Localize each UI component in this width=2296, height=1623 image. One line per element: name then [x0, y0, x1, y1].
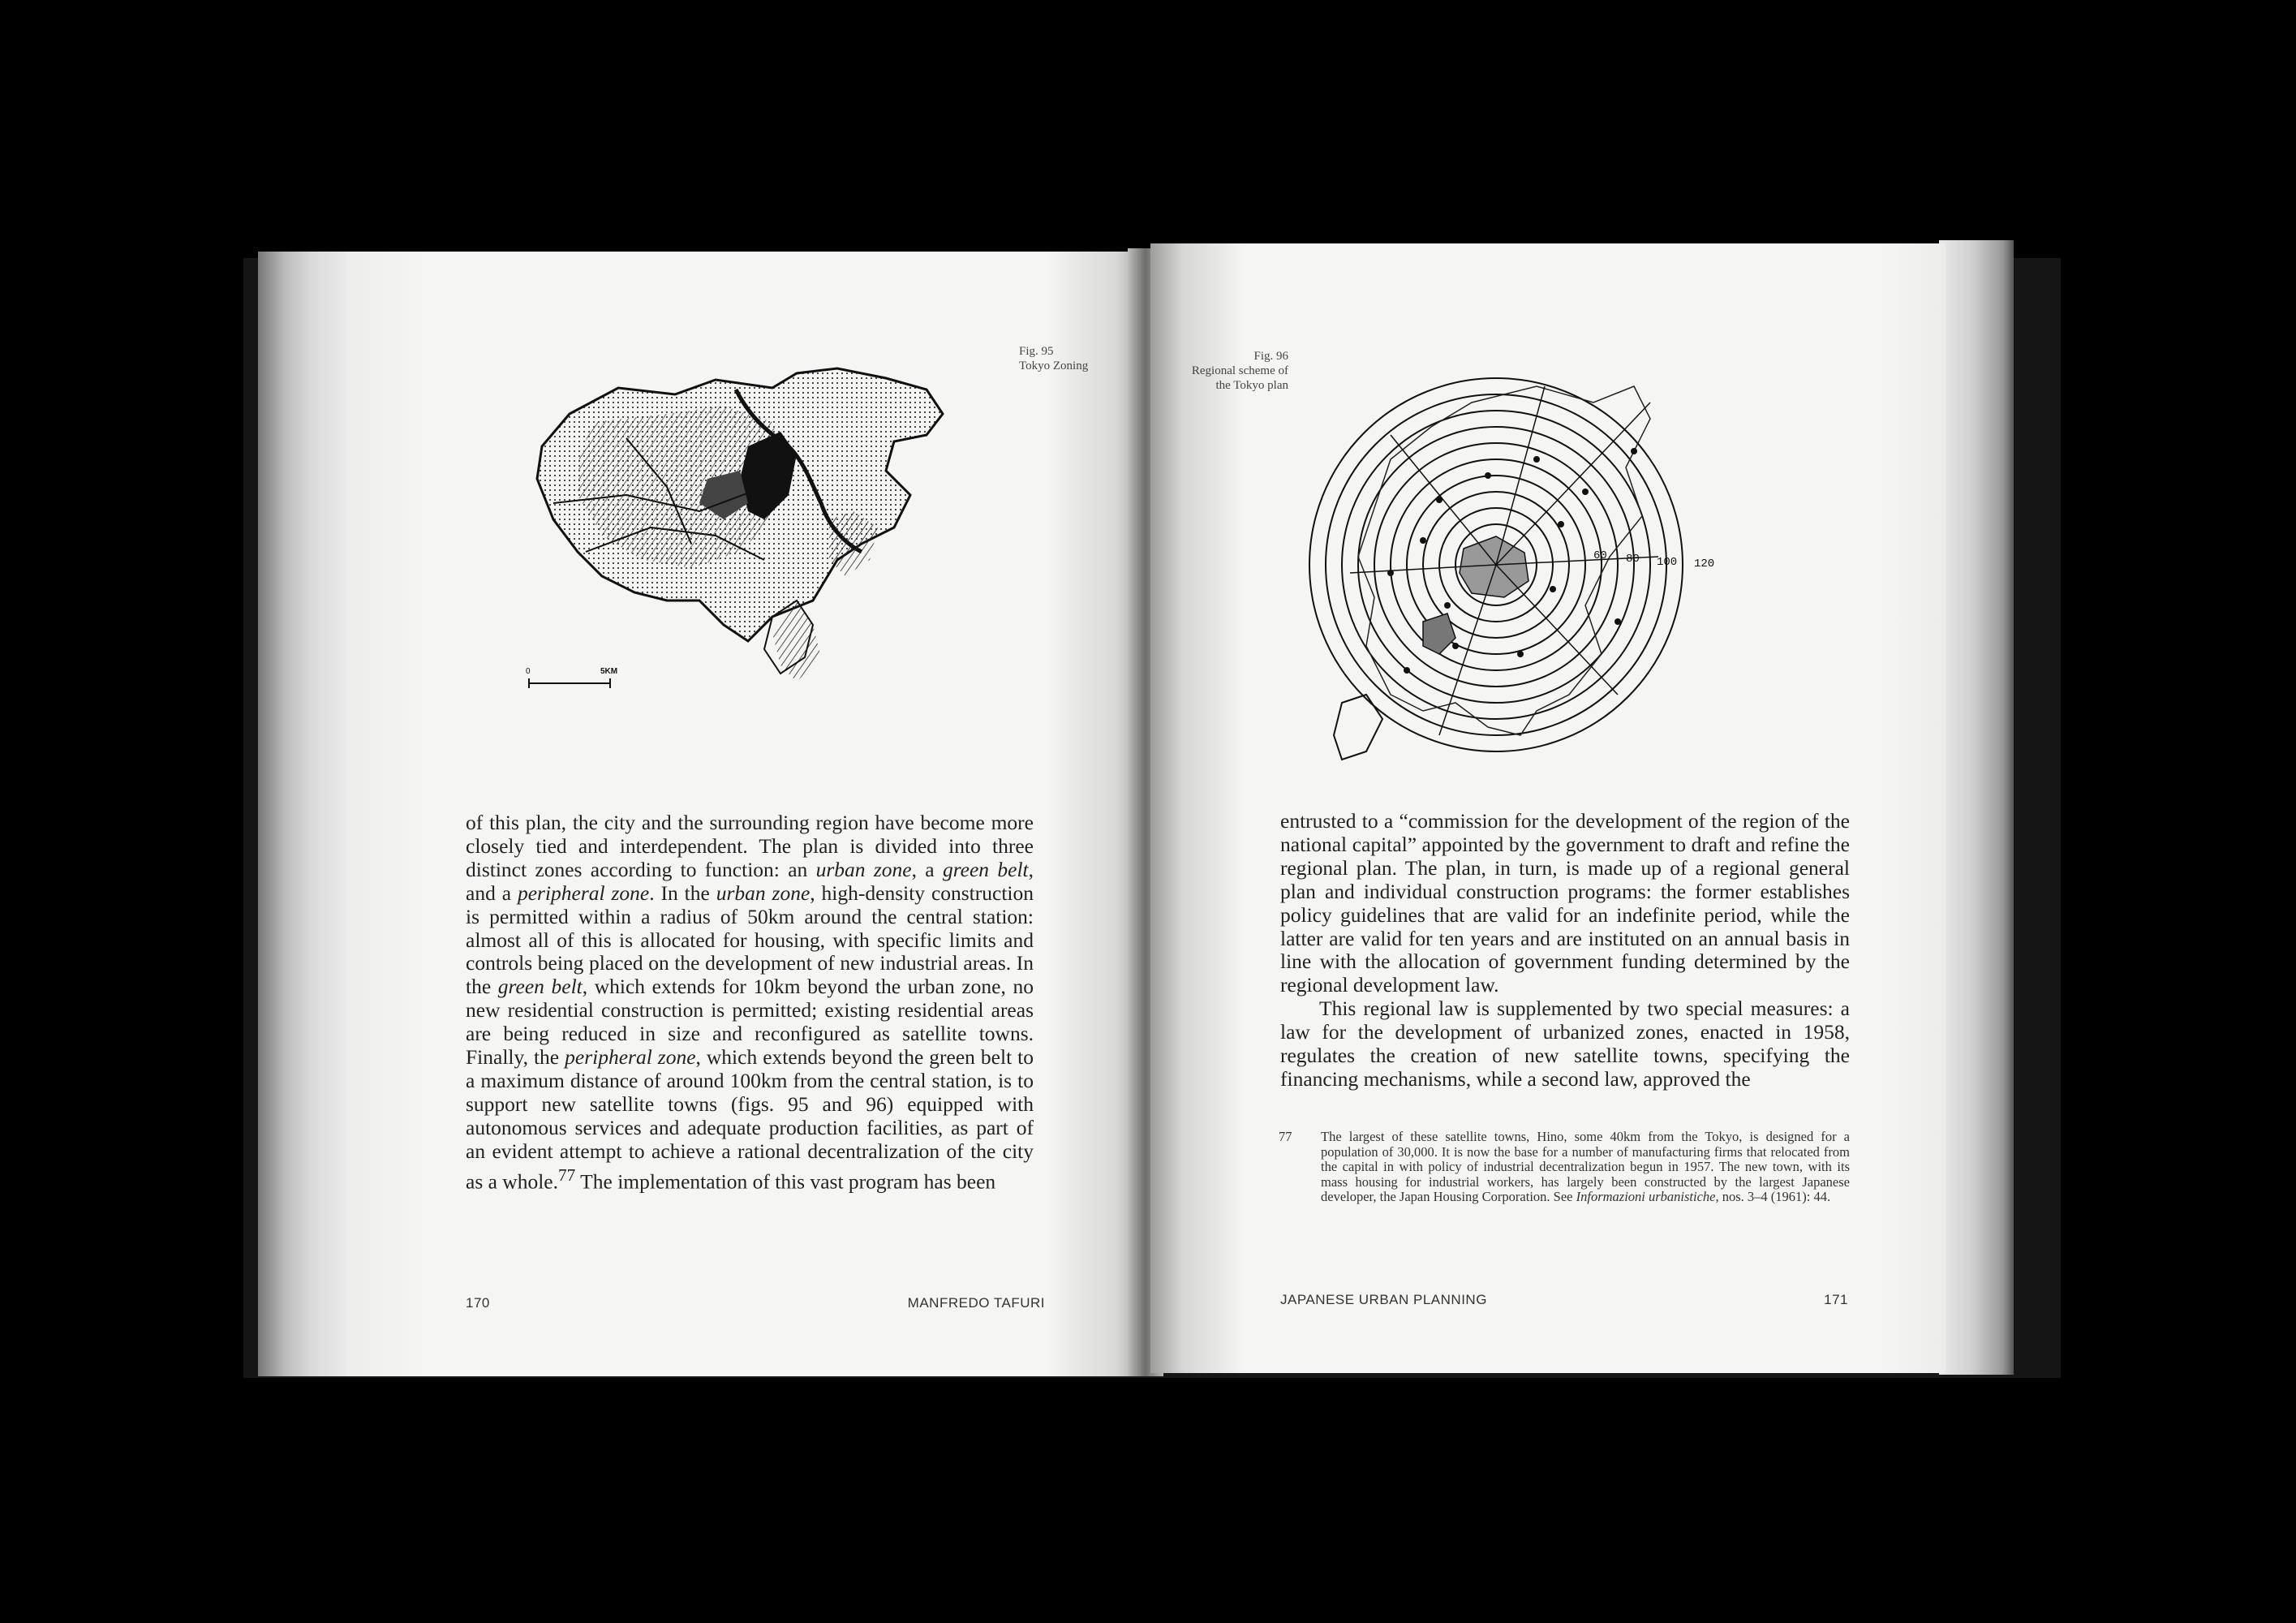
map-scale-bar [526, 667, 617, 688]
right-body-text [1280, 810, 1850, 1091]
footnote-text: The largest of these satellite towns, Hino, some 40km from the Tokyo, is designed for a population of 30,000. It is now the base for a number of manufacturing firms that relocated from the capital in with policy of industrial decentralization begun in 1957. The new town, with its mass housing for industrial workers, has largely been constructed by the largest Japanese developer, the Japan Housing Corporation. See Informazioni urbanistiche, nos. 3–4 (1961): 44. [1321, 1129, 1850, 1204]
running-head-right: JAPANESE URBAN PLANNING [1280, 1292, 1487, 1307]
figure-95-caption [1019, 344, 1141, 373]
figure-96-title: Regional scheme of the Tokyo plan [1191, 364, 1288, 392]
scale-distance-label: 5KM [600, 667, 618, 676]
left-page-stack [258, 252, 347, 1376]
ring-label-60: 60 [1593, 549, 1607, 562]
page-number-left: 170 [466, 1295, 490, 1311]
left-page [346, 252, 1141, 1376]
figure-95-number: Fig. 95 [1019, 345, 1054, 358]
figure-96-caption [1189, 349, 1288, 393]
tokyo-zoning-map-drawing [505, 357, 991, 730]
right-paragraph-1: entrusted to a “commission for the development of the region of the national capital” appointed by the government to draft and refine the regional plan. The plan, in turn, is made up of a regional general plan and individual construction programs: the former establishes policy guidelines that are valid for an indefinite period, while the latter are valid for ten years and are instituted on an annual basis in line with the allocation of government funding determined by the regional development law. [1280, 809, 1850, 997]
right-page [1150, 243, 1946, 1373]
regional-scheme-drawing [1293, 354, 1748, 784]
running-head-left: MANFREDO TAFURI [907, 1295, 1045, 1311]
left-paragraph: of this plan, the city and the surrounding region have become more closely tied and interdependent. The plan is divided into three distinct zones according to function: an urban zone, a green belt, and a peripheral zone. In the urban zone, high-density construction is permitted within a radius of 50km around the central station: almost all of this is allocated for housing, with specific limits and controls being placed on the development of new industrial areas. In the green belt, which extends for 10km beyond the urban zone, no new residential construction is permitted; existing residential areas are being reduced in size and reconfigured as satellite towns. Finally, the peripheral zone, which extends beyond the green belt to a maximum distance of around 100km from the central station, is to support new satellite towns (figs. 95 and 96) equipped with autonomous services and adequate production facilities, as part of an evident attempt to achieve a rational decentralization of the city as a whole.$^{77}$ The implementation of this vast program has been [466, 811, 1034, 1194]
ring-label-120: 120 [1694, 558, 1715, 570]
page-number-right: 171 [1824, 1292, 1848, 1307]
footnote-number: 77 [1279, 1129, 1292, 1144]
right-paragraph-2: This regional law is supplemented by two special measures: a law for the development of urbanized zones, enacted in 1958, regulates the creation of new satellite towns, specifying the financing mechanisms, while a second law, approved the [1280, 997, 1850, 1091]
ring-label-80: 80 [1626, 553, 1640, 566]
regional-scheme-map [1293, 354, 1748, 784]
right-page-stack [1939, 240, 2014, 1375]
scale-zero-label: 0 [526, 667, 531, 676]
figure-96-number: Fig. 96 [1253, 350, 1288, 363]
ring-label-100: 100 [1657, 556, 1678, 569]
footnote-77 [1279, 1130, 1850, 1205]
left-body-text [466, 812, 1034, 1194]
figure-95-title: Tokyo Zoning [1019, 359, 1089, 372]
tokyo-zoning-map [505, 357, 991, 730]
